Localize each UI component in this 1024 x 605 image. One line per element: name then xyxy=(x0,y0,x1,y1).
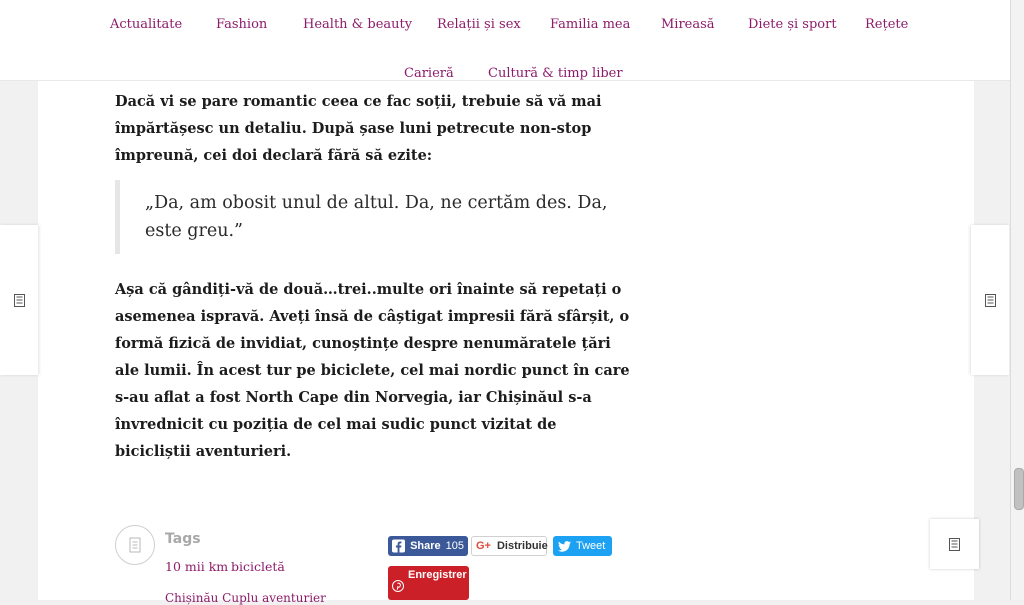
twitter-tweet-button[interactable] xyxy=(553,536,612,556)
tag-link[interactable]: bicicletă xyxy=(231,559,285,574)
list-icon xyxy=(14,294,25,307)
facebook-icon xyxy=(392,539,405,553)
nav-item-relatii-sex[interactable]: Relații și sex xyxy=(437,17,521,32)
quote-text: „Da, am obosit unul de altul. Da, ne certăm des. Da, este greu.” xyxy=(145,193,608,241)
pinterest-save-button[interactable] xyxy=(388,566,469,600)
page-scrollbar[interactable] xyxy=(1010,0,1024,600)
scrollbar-thumb[interactable] xyxy=(1014,468,1024,510)
nav-item-actualitate[interactable]: Actualitate xyxy=(110,17,183,32)
nav-item-familia-mea[interactable]: Familia mea xyxy=(550,17,631,32)
article-content xyxy=(38,80,974,605)
twitter-icon xyxy=(558,541,571,552)
facebook-share-count: 105 xyxy=(445,540,464,552)
list-icon xyxy=(985,294,996,307)
tags-icon-circle xyxy=(115,525,155,565)
top-navigation xyxy=(0,0,1010,81)
nav-item-health-beauty[interactable]: Health & beauty xyxy=(303,17,413,32)
google-plus-share-button[interactable] xyxy=(471,536,547,556)
next-article-tab[interactable] xyxy=(971,225,1009,375)
blockquote xyxy=(115,180,615,254)
pinterest-icon xyxy=(392,580,404,592)
article-paragraph: Așa că gândiți-vă de două…trei..multe ori înainte să repetați o asemenea ispravă. Aveți însă de câștigat impresii fără sfârșit, o formă fizică de invidiat, cunoștințe despre nenumăratele țări ale lumii. În acest tur pe biciclete, cel mai nordic punct în care s-au aflat a fost North Cape din Norvegia, iar Chișinăul s-a învrednicit cu poziția de cel mai sudic punct vizitat de bicicliștii aventurieri. xyxy=(115,281,630,460)
floating-menu-button[interactable] xyxy=(930,519,979,569)
nav-item-fashion[interactable]: Fashion xyxy=(216,17,268,32)
pinterest-label: Enregistrer xyxy=(408,569,467,581)
google-plus-icon: G+ xyxy=(476,540,491,552)
previous-article-tab[interactable] xyxy=(0,225,38,375)
tag-icon xyxy=(128,537,142,553)
nav-item-mireasa[interactable]: Mireasă xyxy=(661,17,715,32)
nav-item-cariera[interactable]: Carieră xyxy=(404,66,454,81)
tag-link[interactable]: 10 mii km xyxy=(165,559,229,574)
nav-item-retete[interactable]: Rețete xyxy=(865,17,909,32)
tags-title: Tags xyxy=(165,531,201,547)
twitter-label: Tweet xyxy=(576,540,606,552)
nav-item-cultura-timp-liber[interactable]: Cultură & timp liber xyxy=(488,66,623,81)
list-icon xyxy=(949,538,960,551)
facebook-share-label: Share xyxy=(410,540,441,552)
facebook-share-button[interactable] xyxy=(388,536,468,556)
google-share-label: Distribuie xyxy=(496,540,548,552)
tag-link-partial[interactable]: Chișinău Cuplu aventurier xyxy=(165,591,326,605)
article-paragraph: Dacă vi se pare romantic ceea ce fac soții, trebuie să vă mai împărtășesc un detaliu. După șase luni petrecute non-stop împreună, cei doi declară fără să ezite: xyxy=(115,93,602,164)
nav-item-diete-sport[interactable]: Diete și sport xyxy=(748,17,837,32)
